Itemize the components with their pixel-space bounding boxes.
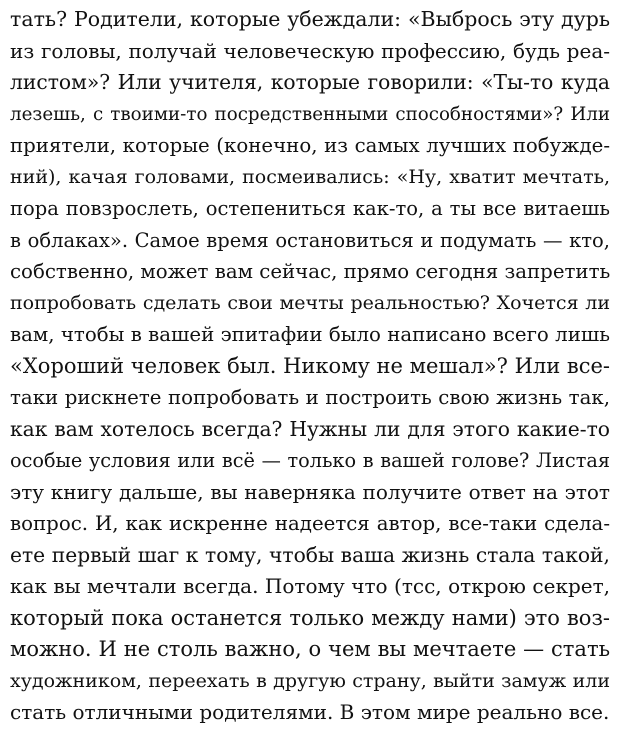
text-line: можно. И не столь важно, о чем вы мечтаете — стать [10, 637, 610, 661]
text-line: стать отличными родителями. В этом мире реально все. [10, 700, 610, 724]
text-line: ний), качая головами, посмеивались: «Ну, хватит мечтать, [10, 165, 610, 188]
text-line: вам, чтобы в вашей эпитафии было написано всего лишь [10, 323, 610, 346]
text-line: который пока останется только между нами) это воз- [10, 605, 610, 630]
text-line: из головы, получай человеческую профессию, будь реа- [10, 38, 610, 63]
text-line: лезешь, с твоими-то посредственными способностями»? Или [10, 103, 610, 125]
text-line: эту книгу дальше, вы наверняка получите ответ на этот [10, 479, 610, 504]
text-line: вопрос. И, как искренне надеется автор, все-таки сдела- [10, 512, 610, 535]
text-line: листом»? Или учителя, которые говорили: «Ты-то куда [10, 70, 610, 94]
text-line: «Хороший человек был. Никому не мешал»? Или все- [10, 353, 610, 378]
text-line: собственно, может вам сейчас, прямо сегодня запретить [10, 260, 610, 283]
text-line: попробовать сделать свои мечты реальностью? Хочется ли [10, 291, 610, 314]
text-line: как вам хотелось всегда? Нужны ли для этого какие-то [10, 416, 610, 441]
body-text [10, 4, 610, 729]
text-line: таки рискнете попробовать и построить свою жизнь так, [10, 386, 610, 409]
text-line: пора повзрослеть, остепениться как-то, а ты все витаешь [10, 197, 610, 220]
text-line: художником, переехать в другую страну, выйти замуж или [10, 669, 610, 692]
text-line: приятели, которые (конечно, из самых лучших побужде- [10, 134, 610, 157]
text-line: как вы мечтали всегда. Потому что (тсс, открою секрет, [10, 574, 610, 598]
text-line: тать? Родители, которые убеждали: «Выбрось эту дурь [10, 7, 610, 31]
text-line: особые условия или всё — только в вашей голове? Листая [10, 449, 610, 472]
text-line: в облаках». Самое время остановиться и подумать — кто, [10, 228, 610, 252]
text-line: ете первый шаг к тому, чтобы ваша жизнь стала такой, [10, 542, 610, 567]
